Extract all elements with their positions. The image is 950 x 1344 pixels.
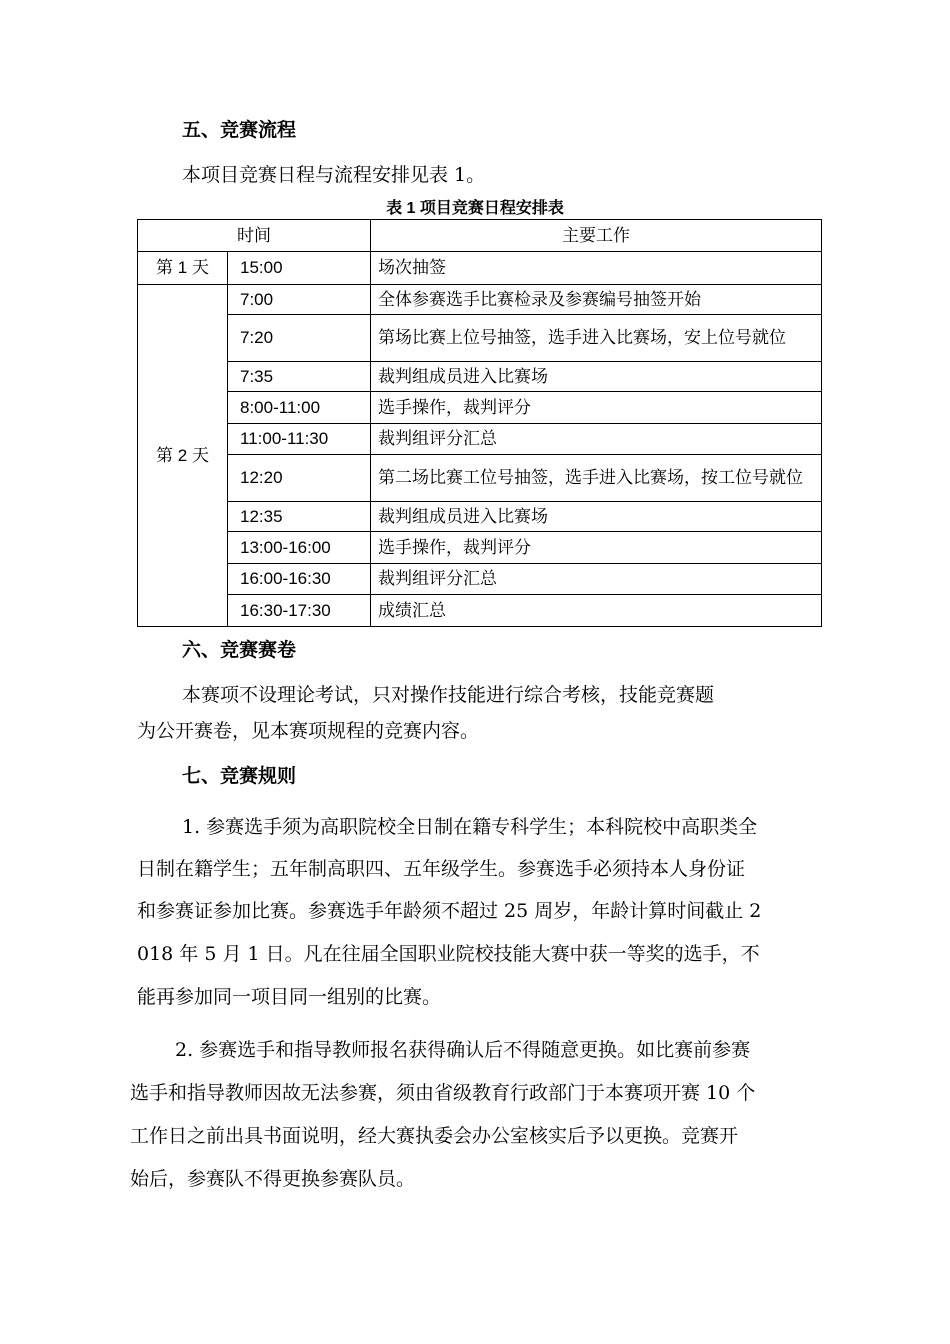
row-work: 裁判组评分汇总 — [371, 424, 822, 455]
header-work: 主要工作 — [371, 220, 822, 252]
rule2-line: 2. 参赛选手和指导教师报名获得确认后不得随意更换。如比赛前参赛 — [175, 1039, 751, 1061]
table-row — [138, 424, 822, 455]
row-work: 裁判组评分汇总 — [371, 564, 822, 595]
row-time: 7:20 — [228, 315, 371, 362]
table-caption: 表 1 项目竞赛日程安排表 — [386, 200, 564, 217]
row-work: 裁判组成员进入比赛场 — [371, 502, 822, 532]
row-work: 选手操作，裁判评分 — [371, 392, 822, 424]
row-work: 全体参赛选手比赛检录及参赛编号抽签开始 — [371, 285, 822, 315]
row-time: 8:00-11:00 — [228, 392, 371, 424]
row-time: 16:30-17:30 — [228, 595, 371, 627]
row-time: 16:00-16:30 — [228, 564, 371, 595]
rule1-line: 018 年 5 月 1 日。凡在往届全国职业院校技能大赛中获一等奖的选手，不 — [137, 943, 760, 965]
row-time: 13:00-16:00 — [228, 532, 371, 564]
table-row — [138, 392, 822, 424]
row-work: 选手操作，裁判评分 — [371, 532, 822, 564]
section6-line2: 为公开赛卷，见本赛项规程的竞赛内容。 — [137, 720, 480, 742]
section5-intro: 本项目竞赛日程与流程安排见表 1。 — [182, 164, 486, 186]
row-time: 7:00 — [228, 285, 371, 315]
row-work: 成绩汇总 — [371, 595, 822, 627]
table-header-row — [138, 220, 822, 252]
row-time: 15:00 — [228, 252, 371, 285]
row-time: 7:35 — [228, 362, 371, 392]
rule1-line: 日制在籍学生；五年制高职四、五年级学生。参赛选手必须持本人身份证 — [137, 858, 746, 880]
schedule-table — [137, 219, 822, 627]
table-row — [138, 285, 822, 315]
table-row — [138, 362, 822, 392]
table-row — [138, 564, 822, 595]
section6-heading: 六、竞赛赛卷 — [182, 639, 297, 661]
row-time: 11:00-11:30 — [228, 424, 371, 455]
section7-heading: 七、竞赛规则 — [182, 765, 297, 787]
section5-heading: 五、竞赛流程 — [182, 119, 297, 141]
rule1-line: 和参赛证参加比赛。参赛选手年龄须不超过 25 周岁，年龄计算时间截止 2 — [137, 900, 762, 922]
row-time: 12:35 — [228, 502, 371, 532]
row-work: 第场比赛上位号抽签，选手进入比赛场，安上位号就位 — [371, 315, 822, 362]
table-row — [138, 532, 822, 564]
header-time: 时间 — [138, 220, 371, 252]
day1-label: 第 1 天 — [138, 252, 228, 285]
row-work: 场次抽签 — [371, 252, 822, 285]
table-row — [138, 595, 822, 627]
rule2-line: 始后，参赛队不得更换参赛队员。 — [130, 1168, 416, 1190]
rule1-line: 能再参加同一项目同一组别的比赛。 — [137, 986, 442, 1008]
rule1-line: 1. 参赛选手须为高职院校全日制在籍专科学生；本科院校中高职类全 — [182, 816, 758, 838]
row-time: 12:20 — [228, 455, 371, 502]
table-row — [138, 315, 822, 362]
table-row — [138, 455, 822, 502]
rule2-line: 工作日之前出具书面说明，经大赛执委会办公室核实后予以更换。竞赛开 — [130, 1125, 739, 1147]
table-row — [138, 502, 822, 532]
table-row — [138, 252, 822, 285]
row-work: 第二场比赛工位号抽签，选手进入比赛场，按工位号就位 — [371, 455, 822, 502]
rule2-line: 选手和指导教师因故无法参赛，须由省级教育行政部门于本赛项开赛 10 个 — [130, 1082, 756, 1104]
row-work: 裁判组成员进入比赛场 — [371, 362, 822, 392]
section6-line1: 本赛项不设理论考试，只对操作技能进行综合考核，技能竞赛题 — [182, 684, 715, 706]
day2-label: 第 2 天 — [138, 285, 228, 627]
